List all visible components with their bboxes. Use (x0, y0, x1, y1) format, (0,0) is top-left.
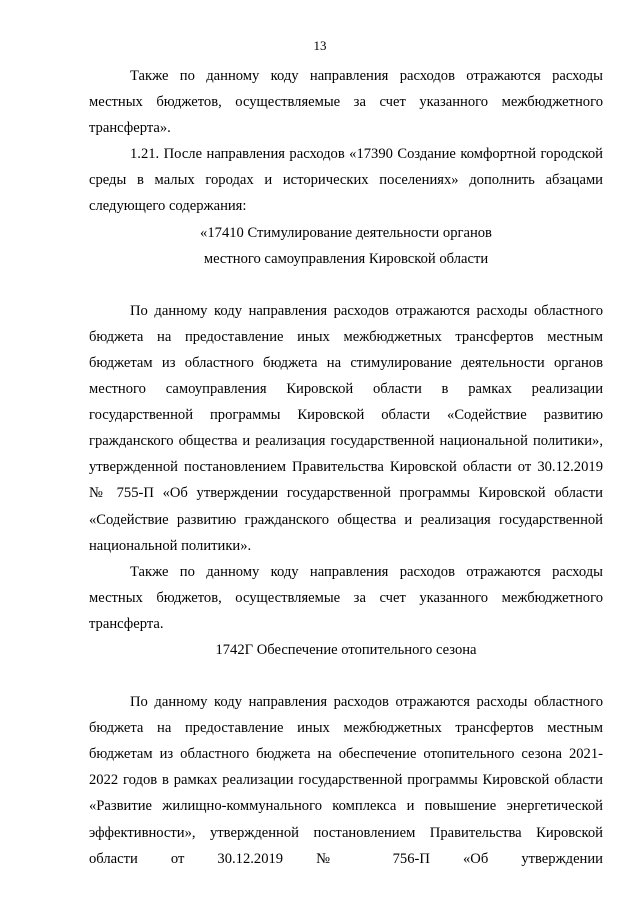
page-number: 13 (313, 38, 327, 53)
paragraph-transfer-note-1: Также по данному коду направления расходов отражаются расходы местных бюджетов, осуществляемые за счет указанного межбюджетного трансферта». (89, 68, 603, 137)
spacer (89, 663, 603, 689)
paragraph-item-1-21: 1.21. После направления расходов «17390 Создание комфортной городской среды в малых городах и исторических поселениях» дополнить абзацами следующего содержания: (89, 146, 603, 215)
paragraph-1742g-description: По данному коду направления расходов отражаются расходы областного бюджета на предоставление иных межбюджетных трансфертов местным бюджетам из областного бюджета на обеспечение отопительного сезона 2021-2022 годов в рамках реализации государственной программы Кировской области «Развитие жилищно-коммунального комплекса и повышение энергетической эффективности», утвержденной постановлением Правительства Кировской области от 30.12.2019 № 756-П «Об утверждении (89, 694, 603, 867)
spacer (89, 272, 603, 298)
paragraph-17410-description: По данному коду направления расходов отражаются расходы областного бюджета на предоставление иных межбюджетных трансфертов местным бюджетам из областного бюджета на стимулирование деятельности органов местного самоуправления Кировской области в рамках реализации государственной программы Кировской области «Содействие развитию гражданского общества и реализация государственной национальной политики», утвержденной постановлением Правительства Кировской области от 30.12.2019 № 755-П «Об утверждении государственной программы Кировской области «Содействие развитию гражданского общества и реализация государственной национальной политики». (89, 302, 603, 554)
paragraph-transfer-note-2: Также по данному коду направления расходов отражаются расходы местных бюджетов, осуществляемые за счет указанного межбюджетного трансферта. (89, 563, 603, 632)
section-heading-17410-line1: «17410 Стимулирование деятельности органов (200, 224, 492, 241)
section-heading-1742g: 1742Г Обеспечение отопительного сезона (215, 641, 477, 658)
section-heading-17410-line2: местного самоуправления Кировской области (203, 250, 489, 267)
document-body (89, 63, 603, 872)
